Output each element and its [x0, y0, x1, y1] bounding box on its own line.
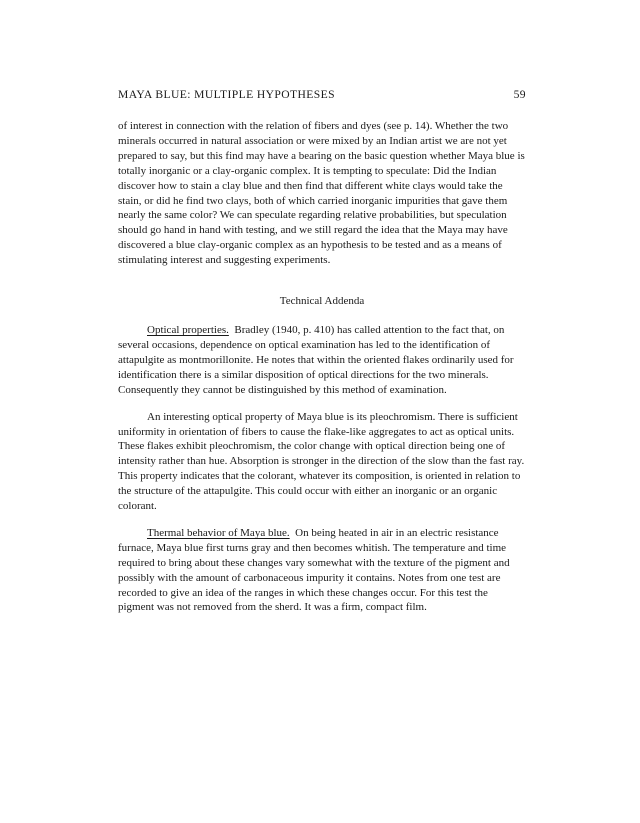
running-title: MAYA BLUE: MULTIPLE HYPOTHESES: [118, 88, 335, 101]
thermal-behavior-text: On being heated in air in an electric resistance furnace, Maya blue first turns gray and then becomes whitish. The temperature and time required to bring about these changes vary somewhat with the texture of the pigment and possibly with the amount of carbonaceous impurity it contains. Notes from one test are recorded to give an idea of the ranges in which these changes occur. For this test the pigment was not removed from the sherd. It was a firm, compact film.: [118, 526, 510, 614]
page-number: 59: [513, 88, 526, 101]
optical-properties-paragraph: [118, 323, 526, 398]
thermal-behavior-heading: Thermal behavior of Maya blue.: [147, 526, 290, 539]
running-header: [118, 88, 526, 101]
pleochroism-paragraph: An interesting optical property of Maya blue is its pleochromism. There is sufficient uniformity in orientation of fibers to cause the flake-like aggregates to act as optical units. These flakes exhibit pleochromism, the color change with optical direction being one of intensity rather than hue. Absorption is stronger in the direction of the slow than the fast ray. This property indicates that the colorant, whatever its composition, is oriented in relation to the structure of the attapulgite. This could occur with either an inorganic or an organic colorant.: [118, 410, 525, 513]
document-page: [118, 88, 526, 615]
optical-properties-heading: Optical properties.: [147, 324, 229, 337]
thermal-behavior-paragraph: [118, 526, 526, 615]
intro-paragraph: of interest in connection with the relation of fibers and dyes (see p. 14). Whether the two minerals occurred in natural association or were mixed by an Indian artist we are not yet prepared to say, but this find may have a bearing on the basic question whether Maya blue is totally inorganic or a clay-organic complex. It is tempting to speculate: Did the Indian discover how to stain a clay blue and then find that different white clays would take the stain, or did he find two clays, both of which carried inorganic impurities that gave them nearly the same color? We can speculate regarding relative probabilities, but speculation should go hand in hand with testing, and we still regard the idea that the Maya may have discovered a blue clay-organic complex as an hypothesis to be tested and as a means of stimulating interest and suggesting experiments.: [118, 120, 525, 267]
optical-properties-text: Bradley (1940, p. 410) has called attention to the fact that, on several occasions, dependence on optical examination has led to the identification of attapulgite as montmorillonite. He notes that within the oriented flakes ordinarily used for identification there is a similar disposition of optical directions for the two minerals. Consequently they cannot be distinguished by this method of examination.: [118, 324, 514, 396]
section-title: Technical Addenda: [279, 295, 365, 308]
